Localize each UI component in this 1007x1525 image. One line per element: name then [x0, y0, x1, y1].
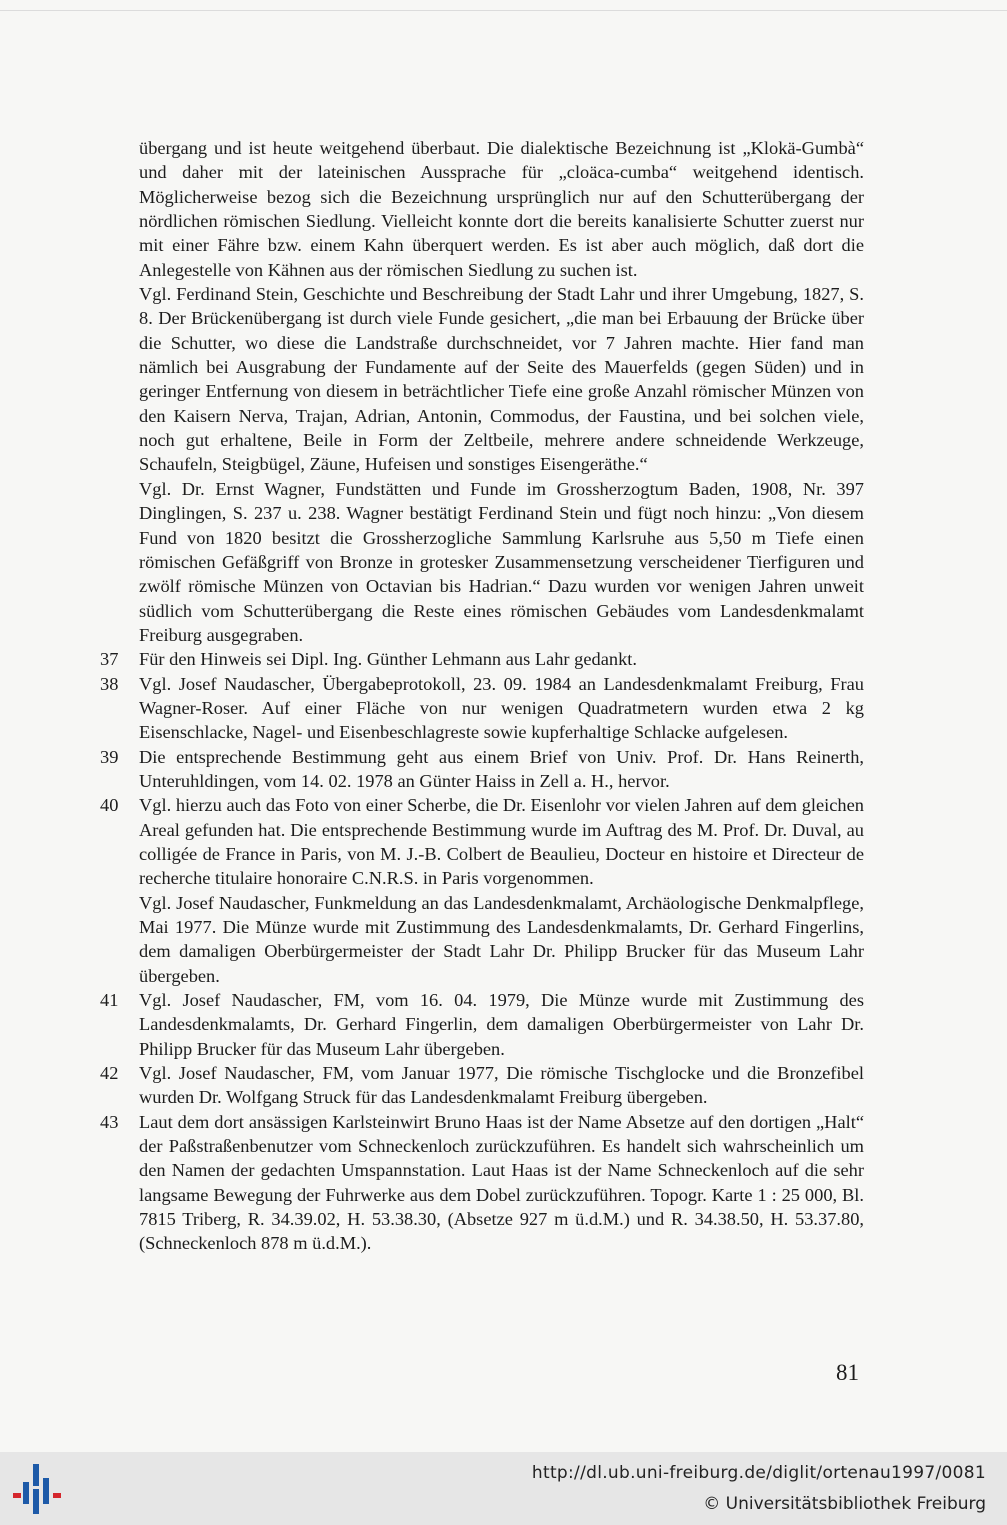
viewer-footer: [0, 1452, 1007, 1525]
footnote-continuation: [100, 891, 864, 988]
footnote-text: übergang und ist heute weitgehend überbaut. Die dialektische Bezeichnung ist „Klokä-Gumbà“ und daher mit der lateinischen Aussprache für „cloäca-cumba“ weitgehend identisch. Möglicherweise bezog sich die Bezeichnung ursprünglich nur auf den Schutterübergang der nördlichen römischen Siedlung. Vielleicht konnte dort die bereits kanalisierte Schutter zuerst nur mit einer Fähre bzw. einem Kahn überquert werden. Es ist aber auch möglich, daß dort die Anlegestelle von Kähnen aus der römischen Siedlung zu suchen ist.: [139, 138, 864, 280]
footnote-text: Vgl. Dr. Ernst Wagner, Fundstätten und Funde im Grossherzogtum Baden, 1908, Nr. 397 Dinglingen, S. 237 u. 238. Wagner bestätigt Ferdinand Stein und fügt noch hinzu: „Von diesem Fund von 1820 besitzt die Grossherzogliche Sammlung Karlsruhe aus 5,50 m Tiefe einen römischen Gefäßgriff von Bronze in grotesker Zusammensetzung verscheidener Tierfiguren und zwölf römische Münzen von Octavian bis Hadrian.“ Dazu wurden vor wenigen Jahren unweit südlich vom Schutterübergang die Reste eines römischen Gebäudes vom Landesdenkmalamt Freiburg ausgegraben.: [139, 478, 864, 645]
footnote-number: 43: [100, 1111, 119, 1132]
footnote-38: [100, 672, 864, 745]
footnote-continuation: [100, 477, 864, 647]
footnote-text: Vgl. Ferdinand Stein, Geschichte und Beschreibung der Stadt Lahr und ihrer Umgebung, 1827, S. 8. Der Brückenübergang ist durch viele Funde gesichert, „die man bei Erbauung der Brücke über die Schutter, wo diese die Landstraße durchschneidet, vor 7 Jahren machte. Hier fand man nämlich bei Ausgrabung der Fundamente auf der Seite des Mauerfelds (gegen Süden) und in geringer Entfernung von diesem in beträchtlicher Tiefe eine große Anzahl römischer Münzen von den Kaisern Nerva, Trajan, Adrian, Antonin, Commodus, der Faustina, und bei solchen viele, noch gut erhaltene, Beile in Form der Zeltbeile, mehrere andere schneidende Werkzeuge, Schaufeln, Steigbügel, Zäune, Hufeisen und sonstiges Eisengeräthe.“: [139, 284, 864, 475]
footnote-continuation: [100, 282, 864, 477]
document-url-link[interactable]: http://dl.ub.uni-freiburg.de/diglit/ortenau1997/0081: [531, 1463, 986, 1483]
footnote-text: Vgl. Josef Naudascher, FM, vom Januar 1977, Die römische Tischglocke und die Bronzefibel wurden Dr. Wolfgang Struck für das Landesdenkmalamt Freiburg übergeben.: [139, 1063, 864, 1108]
footnote-text: Vgl. Josef Naudascher, Funkmeldung an das Landesdenkmalamt, Archäologische Denkmalpflege, Mai 1977. Die Münze wurde mit Zustimmung des Landesdenkmalamts, Dr. Gerhard Fingerlins, dem damaligen Oberbürgermeister der Stadt Lahr Dr. Philipp Brucker für das Museum Lahr übergeben.: [139, 892, 864, 986]
footnote-39: [100, 745, 864, 794]
ub-freiburg-logo-icon[interactable]: [13, 1464, 63, 1514]
footnote-text: Vgl. hierzu auch das Foto von einer Scherbe, die Dr. Eisenlohr vor vielen Jahren auf dem gleichen Areal gefunden hat. Die entsprechende Bestimmung wurde im Auftrag des M. Prof. Dr. Duval, au colligée de France in Paris, von M. J.-B. Colbert de Beaulieu, Docteur en histoire et Directeur de recherche titulaire honoraire C.N.R.S. in Paris vorgenommen.: [139, 795, 864, 889]
footnote-number: 41: [100, 990, 119, 1011]
footnote-42: [100, 1061, 864, 1110]
footnote-text: Vgl. Josef Naudascher, Übergabeprotokoll, 23. 09. 1984 an Landesdenkmalamt Freiburg, Frau Wagner-Roser. Auf einer Fläche von nur wenigen Quadratmetern wurden etwa 2 kg Eisenschlacke, Nagel- und Eisenbeschlagreste sowie kupferhaltige Schlacke aufgelesen.: [139, 673, 864, 743]
copyright-notice: © Universitätsbibliothek Freiburg: [703, 1494, 986, 1514]
footnote-number: 40: [100, 795, 119, 816]
page-number: 81: [836, 1360, 859, 1385]
footnote-text: Für den Hinweis sei Dipl. Ing. Günther Lehmann aus Lahr gedankt.: [139, 649, 637, 670]
footnote-continuation: [100, 136, 864, 282]
footnotes-body: [100, 136, 864, 1256]
footnote-number: 39: [100, 746, 119, 767]
footnote-number: 38: [100, 673, 119, 694]
footnote-number: 42: [100, 1063, 119, 1084]
footnote-number: 37: [100, 649, 119, 670]
footnote-41: [100, 988, 864, 1061]
footnote-37: [100, 647, 864, 671]
footnote-text: Vgl. Josef Naudascher, FM, vom 16. 04. 1979, Die Münze wurde mit Zustimmung des Landesdenkmalamts, Dr. Gerhard Fingerlin, dem damaligen Oberbürgermeister von Lahr Dr. Philipp Brucker für das Museum Lahr übergeben.: [139, 990, 864, 1059]
footnote-text: Die entsprechende Bestimmung geht aus einem Brief von Univ. Prof. Dr. Hans Reinerth, Unteruhldingen, vom 14. 02. 1978 an Günter Haiss in Zell a. H., hervor.: [139, 746, 864, 791]
page-edge-line: [0, 10, 1007, 11]
footnote-40: [100, 793, 864, 890]
footnote-43: [100, 1110, 864, 1256]
footnote-text: Laut dem dort ansässigen Karlsteinwirt Bruno Haas ist der Name Absetze auf den dortigen „Halt“ der Paßstraßenbenutzer vom Schneckenloch zurückzuführen. Es handelt sich wahrscheinlich um den Namen der gedachten Umspannstation. Laut Haas ist der Name Schneckenloch auf die sehr langsame Bewegung der Fuhrwerke aus dem Dobel zurückzuführen. Topogr. Karte 1 : 25 000, Bl. 7815 Triberg, R. 34.39.02, H. 53.38.30, (Absetze 927 m ü.d.M.) und R. 34.38.50, H. 53.37.80, (Schneckenloch 878 m ü.d.M.).: [139, 1111, 864, 1254]
